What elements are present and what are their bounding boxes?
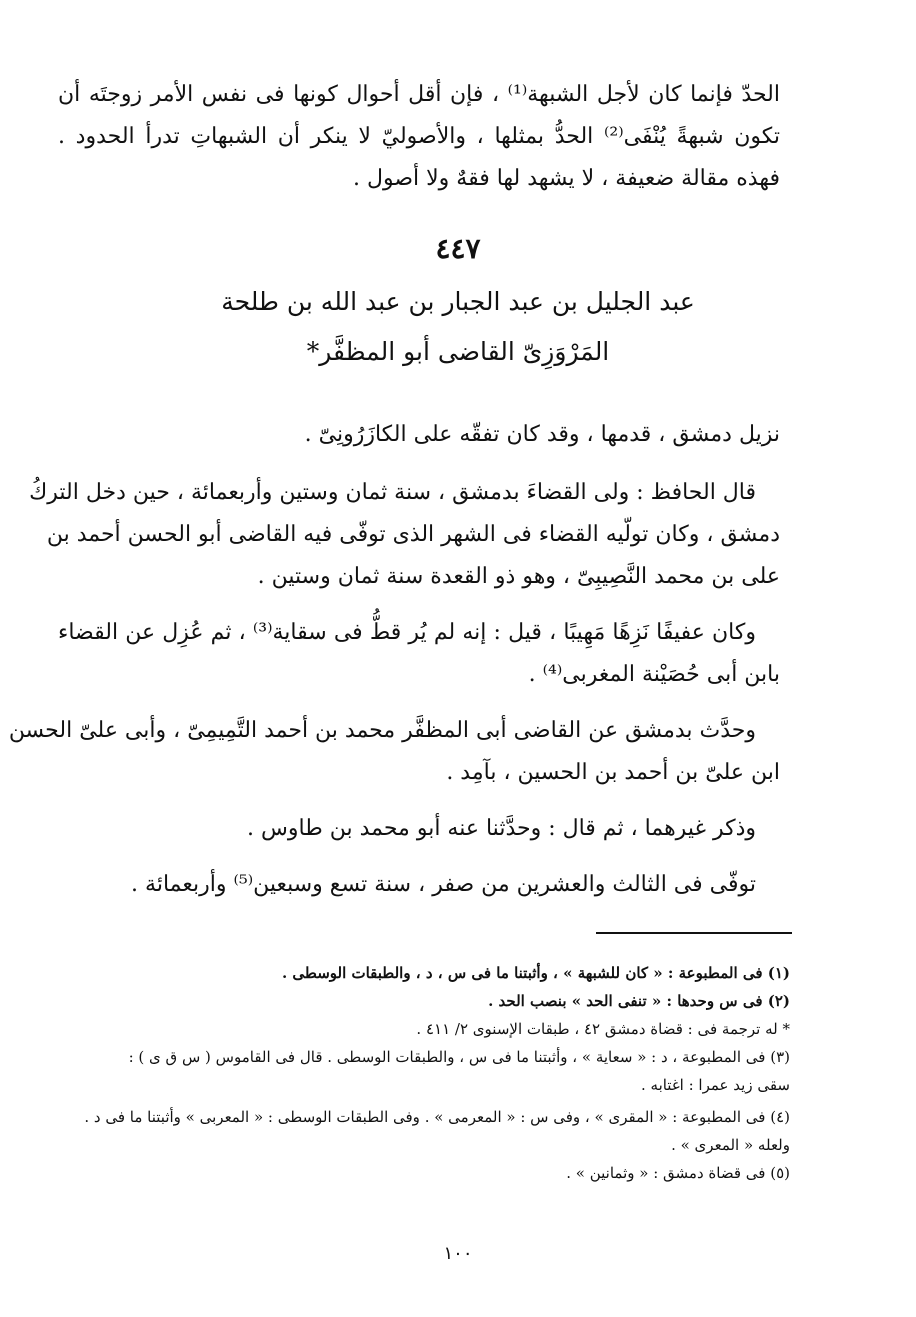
entry-number: ٤٤٧ [435, 232, 481, 265]
page-number: ١٠٠ [443, 1243, 473, 1264]
text-line: وحدَّث بدمشق عن القاضى أبى المظفَّر محمد بن أحمد التَّمِيمِىّ ، وأبى علىّ الحسن [8, 718, 756, 743]
text-line: نزيل دمشق ، قدمها ، وقد كان تفقّه على الكازَرُونِىّ . [304, 422, 780, 447]
footnote: (٤) فى المطبوعة : « المقرى » ، وفى س : « المعرمى » . وفى الطبقات الوسطى : « المعربى » وأثبتنا ما فى د . [84, 1108, 790, 1126]
text-line: وكان عفيفًا نَزِهًا مَهِيبًا ، قيل : إنه لم يُر قطُّ فى سقاية⁽³⁾ ، ثم عُزِل عن القضاء [58, 620, 756, 645]
footnote: * له ترجمة فى : قضاة دمشق ٤٢ ، طبقات الإسنوى ٢/ ٤١١ . [416, 1020, 790, 1038]
text-line: دمشق ، وكان تولّيه القضاء فى الشهر الذى توفّى فيه القاضى أبو الحسن أحمد بن [46, 522, 780, 547]
footnote: (١) فى المطبوعة : « كان للشبهة » ، وأثبتنا ما فى س ، د ، والطبقات الوسطى . [281, 964, 790, 982]
text-line: قال الحافظ : ولى القضاءَ بدمشق ، سنة ثمان وستين وأربعمائة ، حين دخل التركُ [29, 480, 756, 505]
footnote: (٥) فى قضاة دمشق : « وثمانين » . [566, 1164, 790, 1182]
text-line: بابن أبى حُصَيْنة المغربى⁽⁴⁾ . [528, 662, 780, 687]
footnote: سقى زيد عمرا : اغتابه . [640, 1076, 790, 1094]
text-line: الحدّ فإنما كان لأجل الشبهة⁽¹⁾ ، فإن أقل أحوال كونها فى نفس الأمر زوجتَه أن [58, 82, 780, 107]
footnote: (٣) فى المطبوعة ، د : « سعاية » ، وأثبتنا ما فى س ، والطبقات الوسطى . قال فى القاموس ( س ق ى ) : [128, 1048, 790, 1066]
text-line: ابن علىّ بن أحمد بن الحسين ، بآمِد . [446, 760, 780, 785]
text-line: تكون شبهةً يُنْفَى⁽²⁾ الحدُّ بمثلها ، والأصوليّ لا ينكر أن الشبهاتِ تدرأ الحدود . [58, 124, 781, 149]
text-line: فهذه مقالة ضعيفة ، لا يشهد لها فقهٌ ولا أصول . [352, 166, 780, 191]
footnote: (٢) فى س وحدها : « تنفى الحد » بنصب الحد . [488, 992, 790, 1010]
text-line: وذكر غيرهما ، ثم قال : وحدَّثنا عنه أبو محمد بن طاوس . [247, 816, 756, 841]
footnote: ولعله « المعرى » . [671, 1136, 790, 1154]
entry-title-line1: عبد الجليل بن عبد الجبار بن عبد الله بن طلحة [221, 287, 695, 316]
text-line: توفّى فى الثالث والعشرين من صفر ، سنة تسع وسبعين⁽⁵⁾ وأربعمائة . [131, 872, 756, 897]
entry-title-line2: المَرْوَزِىّ القاضى أبو المظفَّر* [306, 337, 610, 366]
text-line: على بن محمد النَّصِيبِىّ ، وهو ذو القعدة سنة ثمان وستين . [257, 564, 780, 589]
footnote-separator [596, 932, 792, 934]
